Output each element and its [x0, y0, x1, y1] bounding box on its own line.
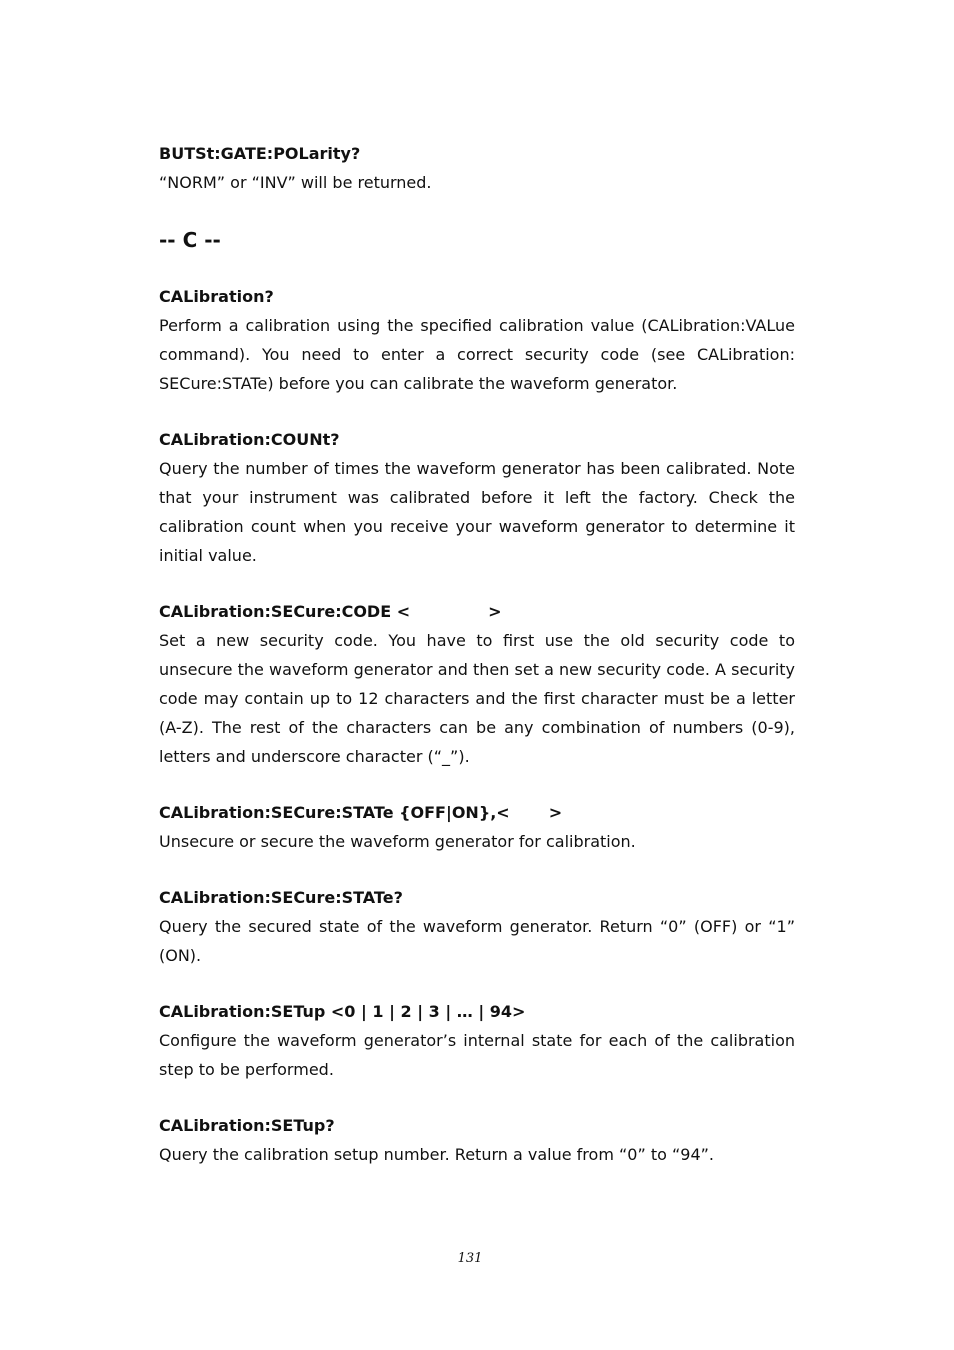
command-entry [159, 1112, 795, 1169]
command-description: Configure the waveform generator’s internal state for each of the calibration step to be performed. [159, 1031, 795, 1079]
command-entry [159, 140, 795, 197]
command-name: CALibration:SETup <0 | 1 | 2 | 3 | … | 94> [159, 1002, 526, 1021]
command-description: Set a new security code. You have to first use the old security code to unsecure the waveform generator and then set a new security code. A security code may contain up to 12 characters and the first character must be a letter (A-Z). The rest of the characters can be any combination of numbers (0-9), letters and underscore character (“_”). [159, 631, 795, 766]
command-description: Unsecure or secure the waveform generator for calibration. [159, 832, 636, 851]
page-number: 131 [457, 1251, 483, 1266]
command-name: CALibration:SECure:STATe? [159, 888, 403, 907]
command-name: CALibration:SECure:STATe {OFF|ON},< > [159, 803, 563, 822]
command-name: CALibration:SETup? [159, 1116, 335, 1135]
command-description: Perform a calibration using the specified calibration value (CALibration:VALue command). You need to enter a correct security code (see CALibration: SECure:STATe) before you can calibrate the waveform generator. [159, 316, 795, 393]
command-entry [159, 998, 795, 1084]
section-header: -- C -- [159, 228, 221, 252]
command-description: “NORM” or “INV” will be returned. [159, 173, 432, 192]
document-body [159, 140, 795, 1197]
command-entry [159, 283, 795, 398]
command-description: Query the number of times the waveform generator has been calibrated. Note that your instrument was calibrated before it left the factory. Check the calibration count when you receive your waveform generator to determine it initial value. [159, 459, 795, 565]
command-entry [159, 426, 795, 570]
command-name: BUTSt:GATE:POLarity? [159, 144, 361, 163]
command-description: Query the calibration setup number. Return a value from “0” to “94”. [159, 1145, 714, 1164]
command-entry [159, 598, 795, 771]
command-description: Query the secured state of the waveform generator. Return “0” (OFF) or “1” (ON). [159, 917, 795, 965]
command-name: CALibration? [159, 287, 274, 306]
command-entry [159, 799, 795, 856]
command-entry [159, 884, 795, 970]
command-name: CALibration:SECure:CODE < > [159, 602, 502, 621]
command-name: CALibration:COUNt? [159, 430, 340, 449]
